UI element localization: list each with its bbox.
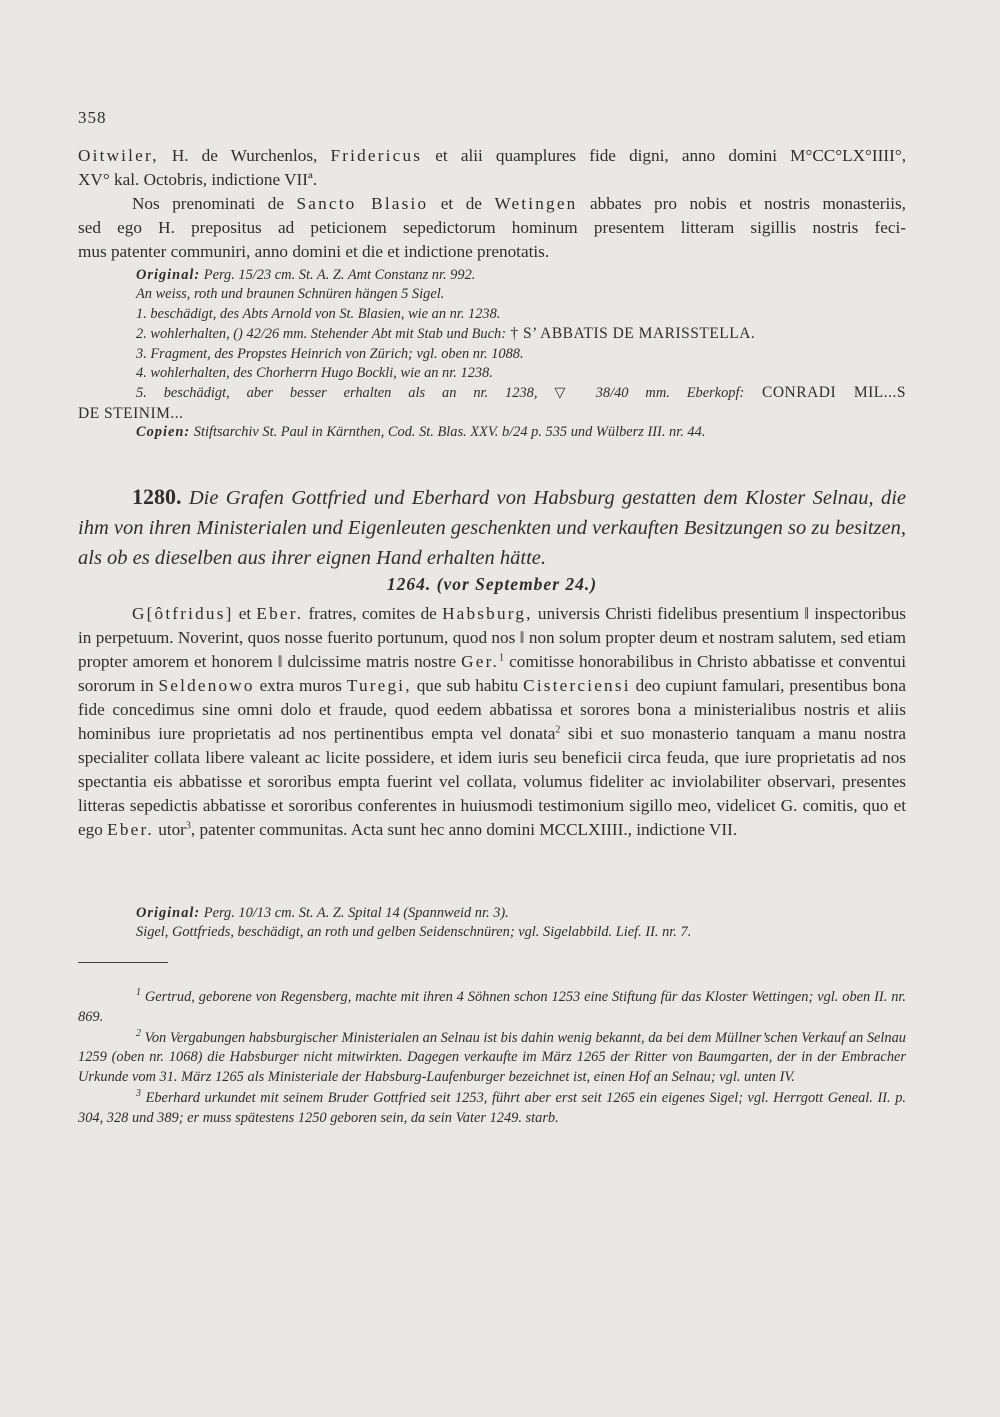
top-line-3: Nos prenominati de Sancto Blasio et de Wetingen abbates pro nobis et nostris monasteriis, [132, 194, 906, 213]
top-line-4: sed ego H. prepositus ad peticionem sepedictorum hominum presentem litteram sigillis nostris feci- [78, 218, 906, 237]
seal-5: 5. beschädigt, aber besser erhalten als an nr. 1238, ▽ 38/40 mm. Eberkopf: CONRADI MIL...S [136, 384, 906, 402]
footnote-ref-1: 1 [499, 652, 505, 664]
charter-paragraph: G[ôtfridus] et Eber. fratres, comites de Habsburg, universis Christi fidelibus presentium ‖ inspectoribus in perpetuum. Noverint, quos nosse fuerito portunum, quod nos ‖ non solum propter deum et nostram salutem, sed etiam propter amorem et honorem ‖ dulcissime matris nostre Ger.$^1$ comitisse honorabilibus in Christo abbatisse et conventui sororum in Seldenowo extra muros Turegi, que sub habitu Cisterciensi deo cupiunt famulari, presentibus bona fide concedimus sine omni dolo et fraude, quod eedem abbatissa et sorores bona a ministerialibus nostris et aliis hominibus iure proprietatis ad nos pertinentibus empta vel donata$^2$ sibi et suo monasterio tanquam a manu nostra specialiter collata libere valeant ac licite possidere, et idem iuris seu beneficii circa feuda, que iure proprietatis ad nos spectantia eis abbatisse et sororibus empta fuerint vel collata, volumus fideliter ac inviolabiliter observari, presentes litteras sepedictis abbatisse et sororibus conferentes in huiusmodi testimonium sigillo meo, videlicet G. comitis, quo et ego Eber. utor$^3$, patenter communitas. Acta sunt hec anno domini MCCLXIIII., indictione VII. [78, 604, 907, 839]
document-date: 1264. (vor September 24.) [386, 574, 598, 594]
footnote-3: $^3$ Eberhard urkundet mit seinem Bruder Gottfried seit 1253, führt aber erst seit 1265 ein eigenes Sigel; vgl. Herrgott Geneal. II. p. 304, 328 und 389; er muss spätestens 1250 geboren sein, da sein Vater 1249. starb. [78, 1088, 906, 1126]
original-note: Original: Perg. 15/23 cm. St. A. Z. Amt Constanz nr. 992. [136, 267, 476, 283]
seal-2: 2. wohlerhalten, () 42/26 mm. Stehender Abt mit Stab und Buch: † S’ ABBATIS DE MARISSTELLA. [136, 325, 756, 343]
top-text [78, 144, 906, 264]
seal-1: 1. beschädigt, des Abts Arnold von St. Blasien, wie an nr. 1238. [136, 305, 501, 322]
copien-note: Copien: Stiftsarchiv St. Paul in Kärnthen, Cod. St. Blas. XXV. b/24 p. 535 und Wülberz III. nr. 44. [136, 424, 706, 441]
footnote-ref-3: 3 [185, 820, 191, 832]
regest-heading [78, 482, 906, 573]
charter-text [78, 602, 906, 842]
top-line-5: mus patenter communiri, anno domini et die et indictione prenotatis. [78, 242, 550, 261]
sigel-note: Sigel, Gottfrieds, beschädigt, an roth und gelben Seidenschnüren; vgl. Sigelabbild. Lief. II. nr. 7. [136, 924, 692, 941]
seal-3: 3. Fragment, des Propstes Heinrich von Zürich; vgl. oben nr. 1088. [136, 345, 524, 362]
seal-5-continued: DE STEINIM... [78, 404, 184, 422]
page-number: 358 [78, 108, 107, 127]
an-note: An weiss, roth und braunen Schnüren hängen 5 Sigel. [136, 286, 445, 303]
footnote-ref-2: 2 [555, 724, 561, 736]
archival-notes-b [78, 904, 906, 943]
top-line-2: XV° kal. Octobris, indictione VIIª. [78, 170, 317, 189]
footnotes [78, 988, 906, 1129]
top-line-1: Oitwiler, H. de Wurchenlos, Fridericus et alii quamplures fide digni, anno domini M°CC°LX°IIII°, [78, 146, 906, 165]
archival-notes-a [78, 266, 906, 443]
footnote-2: $^2$ Von Vergabungen habsburgischer Ministerialen an Selnau ist bis dahin wenig bekannt, da bei dem Müllner’schen Verkauf an Selnau 1259 (oben nr. 1068) die Habsburger nicht mitwirkten. Dagegen verkaufte im März 1265 der Ritter von Baumgarten, der in der Embracher Urkunde vom 31. März 1265 als Ministeriale der Habsburg-Laufenburger bezeichnet ist, einen Hof an Selnau; vgl. unten IV. [78, 1027, 906, 1086]
seal-4: 4. wohlerhalten, des Chorherrn Hugo Bockli, wie an nr. 1238. [136, 365, 493, 382]
regest-text: 1280. Die Grafen Gottfried und Eberhard von Habsburg gestatten dem Kloster Selnau, die ihm von ihren Ministerialen und Eigenleuten geschenkten und verkauften Besitzungen so zu besitzen, als ob es dieselben aus ihrer eignen Hand erhalten hätte. [78, 484, 906, 569]
original-note-b: Original: Perg. 10/13 cm. St. A. Z. Spital 14 (Spannweid nr. 3). [136, 905, 509, 921]
footnote-divider [78, 962, 168, 963]
document-number: 1280. [132, 484, 182, 509]
footnote-1: $^1$ Gertrud, geborene von Regensberg, machte mit ihren 4 Söhnen schon 1253 eine Stiftung für das Kloster Wettingen; vgl. oben II. nr. 869. [78, 987, 906, 1025]
